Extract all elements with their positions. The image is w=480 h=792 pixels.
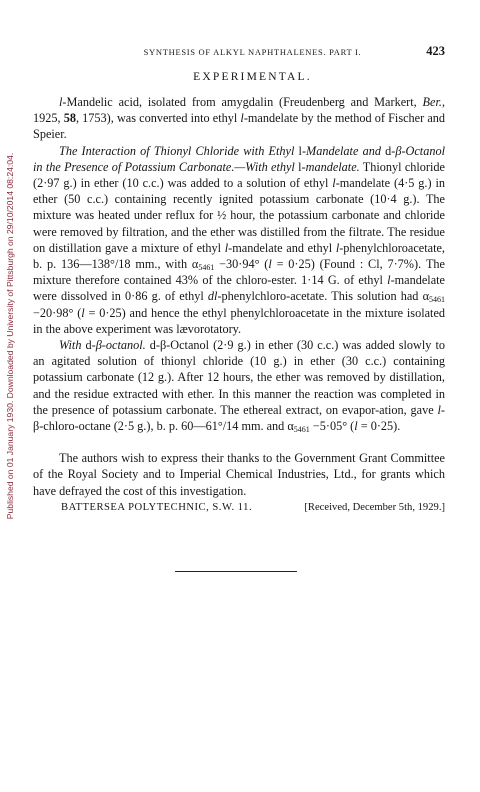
paragraph-intro: l-Mandelic acid, isolated from amygdalin (Freudenberg and Markert, Ber., 1925, 58, 1753), was converted into ethyl l-mandelate by the method of Fischer and Speier. <box>33 95 446 142</box>
affiliation-line <box>33 500 445 516</box>
page-number: 423 <box>426 44 445 58</box>
paragraph-acknowledgement: The authors wish to express their thanks to the Government Grant Committee of the Royal Society and to Imperial Chemical Industries, Ltd., for grants which have defrayed the cost of this investigation. <box>33 451 445 498</box>
paragraph-octanol: With d-β-octanol. d-β-Octanol (2·9 g.) in ether (30 c.c.) was added slowly to an agitated solution of thionyl chloride (10 g.) in ether (30 c.c.) containing potassium carbonate (12 g.). After 12 hours, the ether was removed by distillation, and the residue extracted with ether. In this manner the reaction was completed in the presence of potassium carbonate. The ethereal extract, on evapor-ation, gave l-β-chloro-octane (2·5 g.), b. p. 60—61°/14 mm. and $\alpha_{5461} -5\cdot 05^\circ$ (l = 0·25). <box>33 338 445 435</box>
article-body <box>33 94 445 516</box>
running-title: SYNTHESIS OF ALKYL NAPHTHALENES. PART I. <box>143 47 362 57</box>
publication-sidebar <box>3 62 17 610</box>
paragraph-ethyl-mandelate: The Interaction of Thionyl Chloride with Ethyl l-Mandelate and d-β-Octanol in the Presence of Potassium Carbonate.—With ethyl l-mandelate. Thionyl chloride (2·97 g.) in ether (10 c.c.) was added to a solution of ethyl l-mandelate (4·5 g.) in ether (50 c.c.) containing recently ignited potassium carbonate (10·4 g.). The mixture was heated under reflux for ½ hour, the potassium carbonate and chloride were removed by filtration, and the ether was distilled from the filtrate. The residue on distillation gave a mixture of ethyl l-mandelate and ethyl l-phenylchloroacetate, b. p. 136—138°/18 mm., with $\alpha_{5461} -30\cdot 94^\circ$ (l = 0·25) (Found : Cl, 7·7%). The mixture therefore contained 43% of the chloro-ester. 1·14 G. of ethyl l-mandelate were dissolved in 0·86 g. of ethyl dl-phenylchloro-acetate. This solution had $\alpha_{5461} -20\cdot 98^\circ$ (l = 0·25) and hence the ethyl phenylchloroacetate in the mixture isolated in the above experiment was lævorotatory. <box>33 143 446 336</box>
running-header <box>60 44 445 60</box>
section-heading: EXPERIMENTAL. <box>193 71 312 83</box>
end-rule <box>175 571 297 572</box>
received-date: [Received, December 5th, 1929.] <box>304 501 445 513</box>
institution-address: BATTERSEA POLYTECHNIC, S.W. 11. <box>61 501 253 513</box>
publication-note: Published on 01 January 1930. Downloaded by University of Pittsburgh on 29/10/2014 08:24:04. <box>5 152 15 520</box>
